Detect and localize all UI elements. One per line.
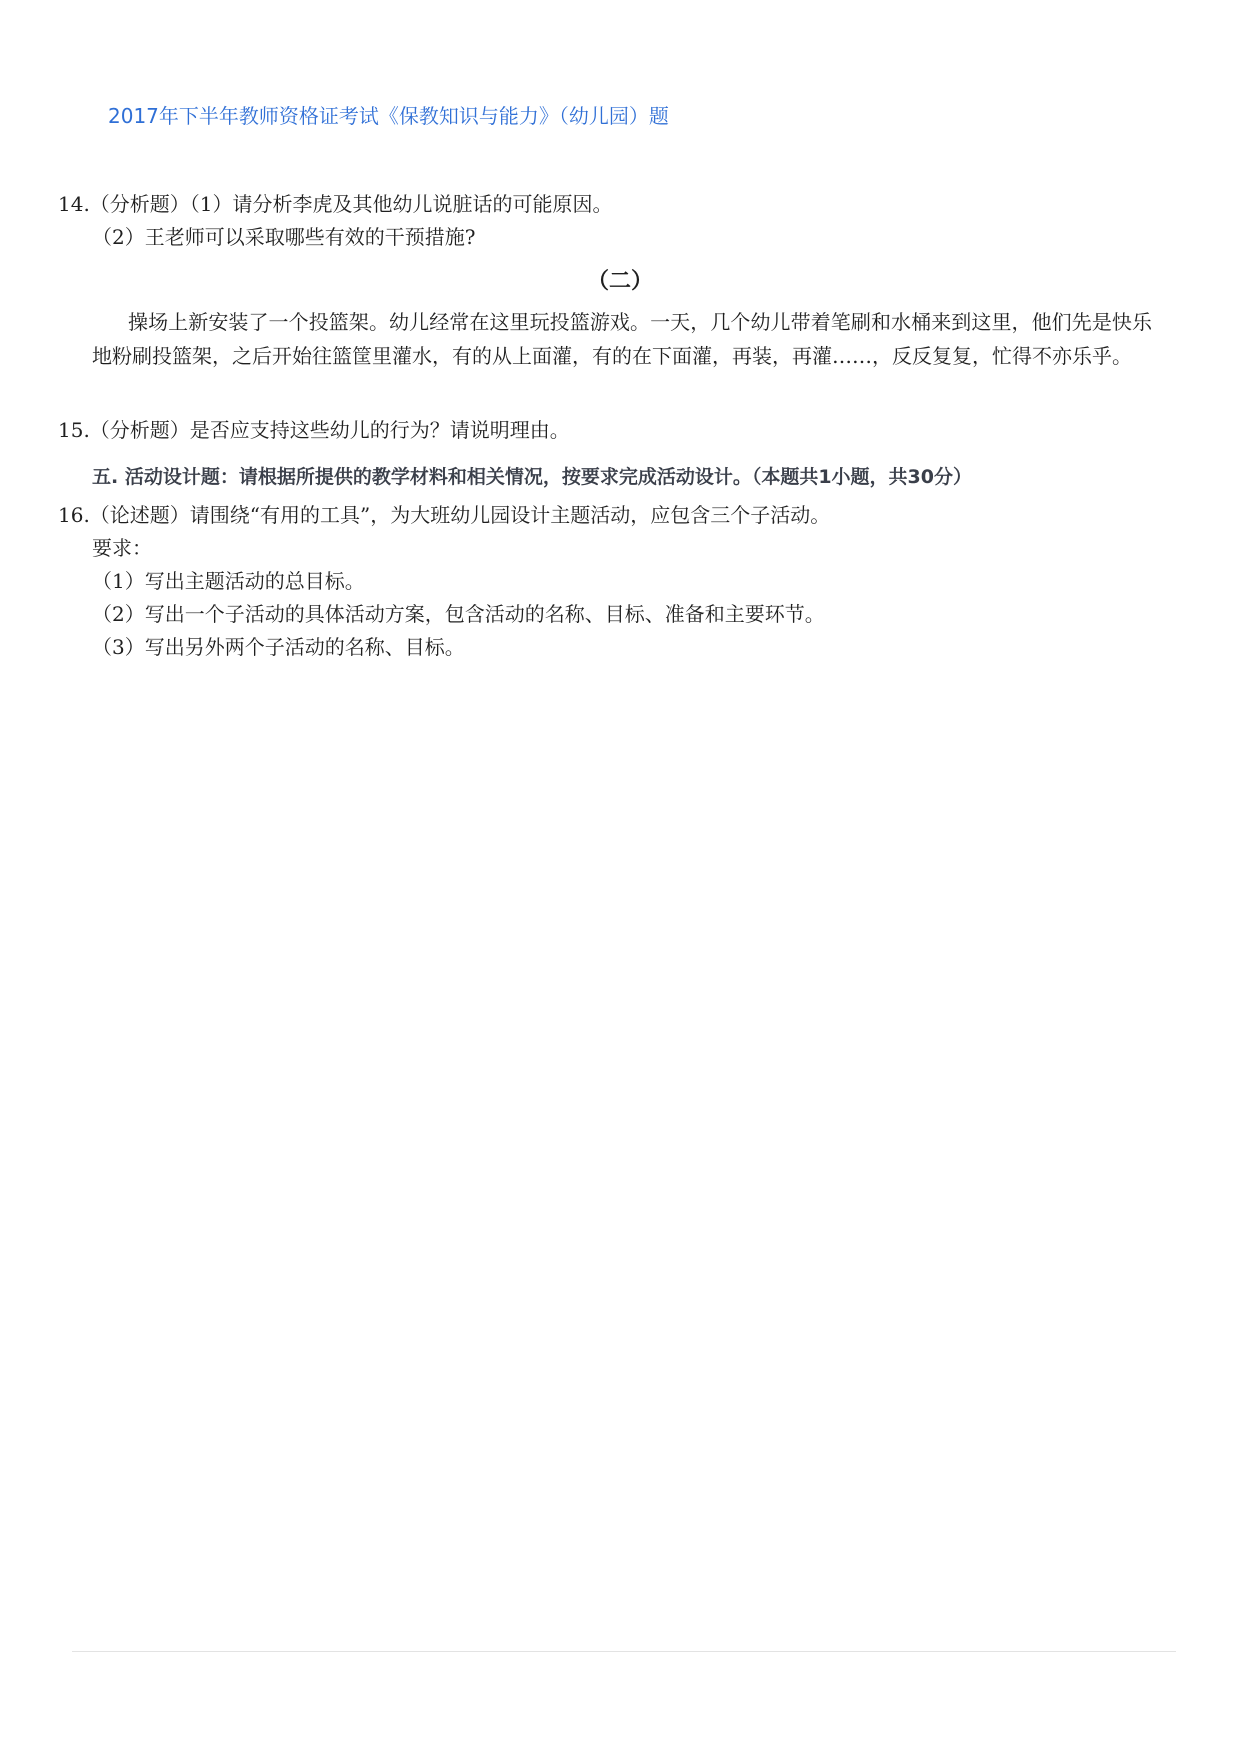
section-5-heading: 五. 活动设计题：请根据所提供的教学材料和相关情况，按要求完成活动设计。（本题共1小题，共30分） (92, 466, 972, 488)
document-header-title: 2017年下半年教师资格证考试《保教知识与能力》（幼儿园）题 (108, 104, 669, 128)
footer-divider (72, 1651, 1176, 1652)
question-14-line-1: 14.（分析题）（1）请分析李虎及其他幼儿说脏话的可能原因。 (58, 192, 613, 216)
question-14-line-2: （2）王老师可以采取哪些有效的干预措施? (92, 225, 476, 249)
question-15: 15.（分析题）是否应支持这些幼儿的行为？请说明理由。 (58, 418, 570, 442)
material-2-paragraph: 操场上新安装了一个投篮架。幼儿经常在这里玩投篮游戏。一天，几个幼儿带着笔刷和水桶来到这里，他们先是快乐地粉刷投篮架，之后开始往篮筐里灌水，有的从上面灌，有的在下面灌，再装，再灌……，反反复复，忙得不亦乐乎。 (92, 310, 1152, 368)
question-16-requirement-3: （3）写出另外两个子活动的名称、目标。 (92, 635, 465, 659)
question-16-requirement-1: （1）写出主题活动的总目标。 (92, 569, 365, 593)
material-2-heading: （二） (586, 269, 653, 294)
question-16: 16.（论述题）请围绕“有用的工具”，为大班幼儿园设计主题活动，应包含三个子活动。 (58, 503, 831, 527)
question-16-requirement-2: （2）写出一个子活动的具体活动方案，包含活动的名称、目标、准备和主要环节。 (92, 602, 825, 626)
question-16-requirements-label: 要求： (92, 536, 152, 560)
